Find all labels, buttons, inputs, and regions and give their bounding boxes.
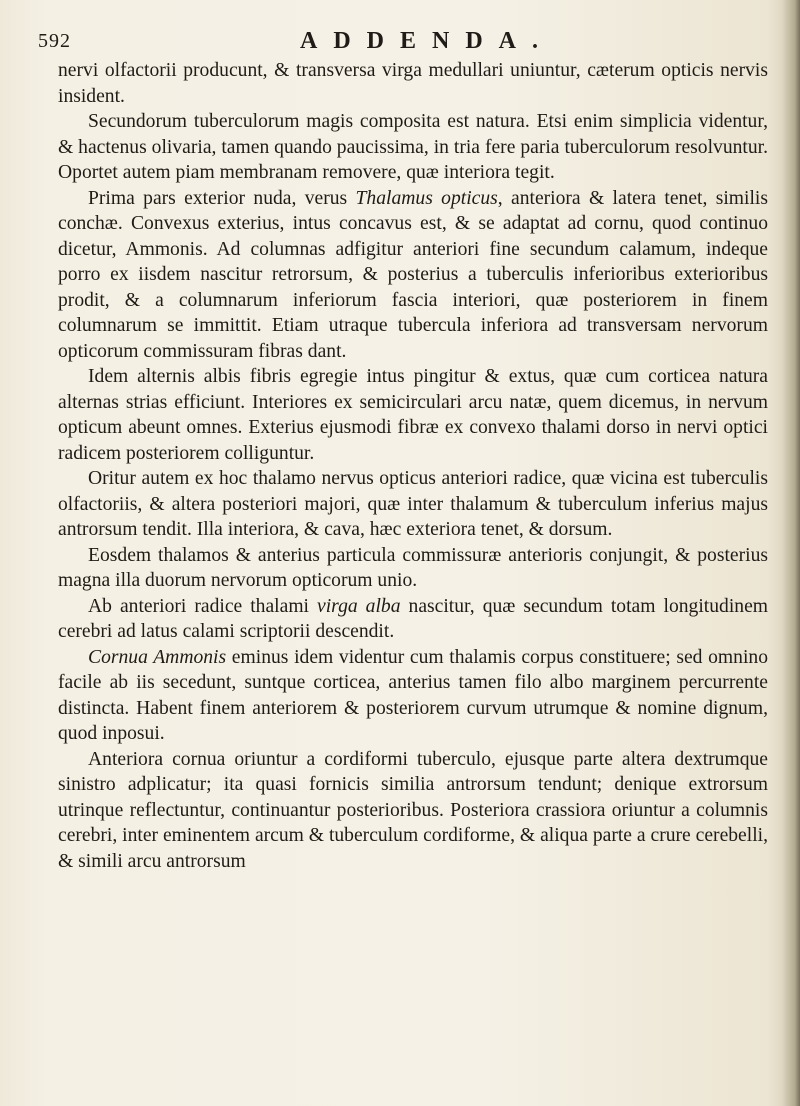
text-run: Ab anteriori radice thalami (88, 595, 318, 617)
paragraph (58, 109, 768, 186)
text-run: Anteriora cornua oriuntur a cordiformi tuberculo, ejusque parte altera dextrumque sinistro adplicatur; ita quasi fornicis similia antrorsum tendunt; denique extrorsum utrinque reflectuntur, continuantur posterioribus. Posteriora crassiora oriuntur a columnis cerebri, inter eminentem arcum & tuberculum cordiforme, & aliqua parte a crure cerebelli, & simili arcu antrorsum (58, 748, 768, 872)
page-number: 592 (38, 30, 71, 52)
paragraph (58, 645, 768, 747)
paragraph (58, 543, 768, 594)
text-run: , anteriora & latera tenet, similis conchæ. Convexus exterius, intus concavus est, & se adaptat ad cornu, quod continuo dicetur, Ammonis. Ad columnas adfigitur anteriori fine secundum calamum, indeque porro ex iisdem nascitur retrorsum, & posterius a tuberculis inferioribus exterioribus prodit, & a columnarum inferiorum fascia interiori, quæ posteriorem in finem columnarum se immittit. Etiam utraque tubercula inferiora ad transversam nervorum opticorum commissuram fibras dant. (58, 187, 768, 362)
text-run: Idem alternis albis fibris egregie intus pingitur & extus, quæ cum corticea natura alternas strias efficiunt. Interiores ex semicirculari arcu natæ, quem dicemus, in nervum opticum abeunt omnes. Exterius ejusmodi fibræ ex convexo thalami dorso in nervi optici radicem posteriorem colliguntur. (58, 366, 768, 464)
page-header (38, 30, 778, 60)
text-run: Secundorum tuberculorum magis composita est natura. Etsi enim simplicia videntur, & hactenus olivaria, tamen quando paucissima, in tria fere paria tuberculorum resolvuntur. Oportet autem piam membranam removere, quæ interiora tegit. (58, 111, 768, 183)
text-run: nervi olfactorii producunt, & transversa virga medullari uniuntur, cæterum opticis nervis insident. (58, 60, 768, 107)
page-edge-shadow (782, 0, 800, 1106)
italic-term: virga alba (317, 595, 401, 617)
paragraph (58, 747, 768, 875)
running-title: ADDENDA. (300, 28, 554, 54)
italic-term: Thalamus opticus (355, 187, 498, 209)
text-run: Prima pars exterior nuda, verus (88, 187, 356, 209)
paragraph (58, 58, 768, 109)
paragraph (58, 186, 768, 365)
body-text (58, 58, 768, 874)
paragraph (58, 466, 768, 543)
paragraph (58, 364, 768, 466)
paragraph (58, 594, 768, 645)
text-run: Oritur autem ex hoc thalamo nervus opticus anteriori radice, quæ vicina est tuberculis olfactoriis, & altera posteriori majori, quæ inter thalamum & tuberculum inferius majus antrorsum tendit. Illa interiora, & cava, hæc exteriora tenet, & dorsum. (58, 468, 768, 540)
text-run: eminus idem videntur cum thalamis corpus constituere; sed omnino facile ab iis secedunt, suntque corticea, anterius tamen filo albo marginem percurrente distincta. Habent finem anteriorem & posteriorem curvum utrumque & nomine dignum, quod inposui. (58, 646, 769, 744)
text-run: nascitur, quæ secundum totam longitudinem cerebri ad latus calami scriptorii descendit. (58, 595, 769, 642)
italic-term: Cornua Ammonis (88, 646, 227, 668)
text-run: Eosdem thalamos & anterius particula commissuræ anterioris conjungit, & posterius magna illa duorum nervorum opticorum unio. (58, 544, 768, 591)
